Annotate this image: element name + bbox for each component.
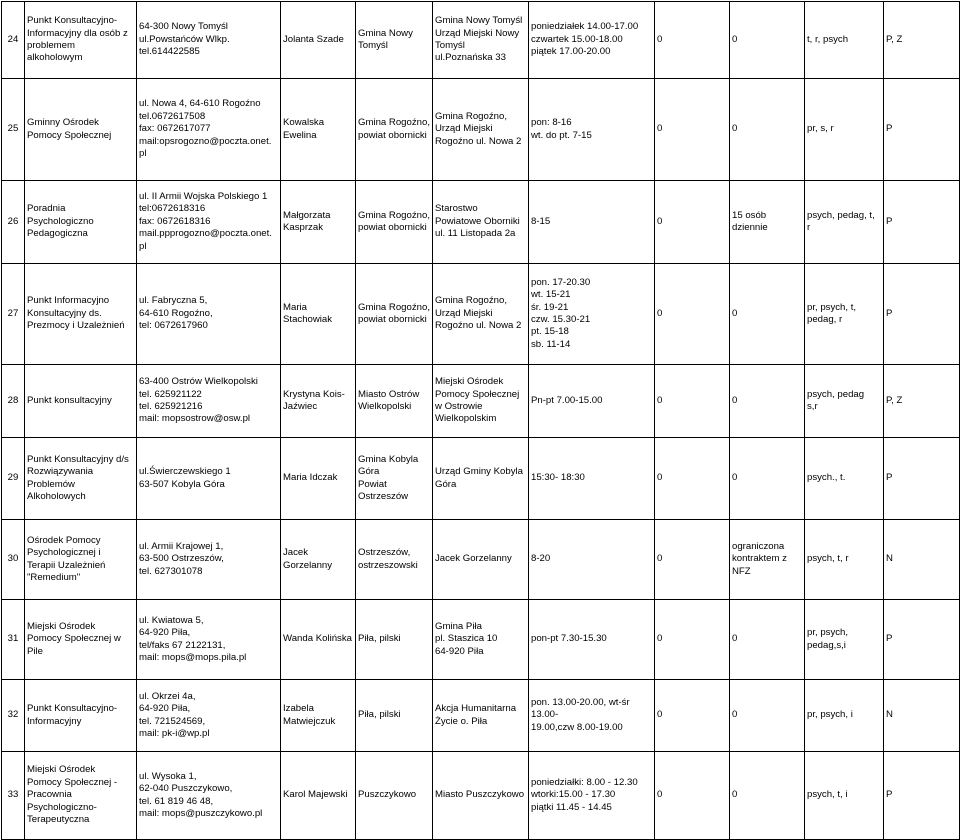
row-number: 32 xyxy=(2,680,25,752)
operating-body: Starostwo Powiatowe Oborniki ul. 11 Listopada 2a xyxy=(433,181,529,264)
value-column-1: 0 xyxy=(655,264,730,365)
address-contact: ul. Fabryczna 5, 64-610 Rogoźno, tel: 0672617960 xyxy=(137,264,281,365)
value-column-2: 0 xyxy=(730,79,805,181)
value-column-1: 0 xyxy=(655,600,730,680)
table-row xyxy=(2,2,960,79)
table-body xyxy=(2,2,960,840)
operating-body: Miejski Ośrodek Pomocy Społecznej w Ostrowie Wielkopolskim xyxy=(433,365,529,438)
institution-name: Punkt Konsultacyjno- Informacyjny xyxy=(25,680,137,752)
table-row xyxy=(2,520,960,600)
contact-person: Kowalska Ewelina xyxy=(281,79,356,181)
value-column-2: 0 xyxy=(730,752,805,840)
opening-hours: poniedziałki: 8.00 - 12.30 wtorki:15.00 - 17.30 piątki 11.45 - 14.45 xyxy=(529,752,655,840)
table-row xyxy=(2,365,960,438)
address-contact: 63-400 Ostrów Wielkopolski tel. 625921122 tel. 625921216 mail: mopsostrow@osw.pl xyxy=(137,365,281,438)
value-column-2: 0 xyxy=(730,680,805,752)
services-offered: psych, t, i xyxy=(805,752,884,840)
value-column-2: 0 xyxy=(730,438,805,520)
institution-name: Punkt Konsultacyjny d/s Rozwiązywania Problemów Alkoholowych xyxy=(25,438,137,520)
contact-person: Maria Idczak xyxy=(281,438,356,520)
founding-body: Gmina Rogoźno, powiat obornicki xyxy=(356,264,433,365)
contact-person: Karol Majewski xyxy=(281,752,356,840)
address-contact: ul. Okrzei 4a, 64-920 Piła, tel. 721524569, mail: pk-i@wp.pl xyxy=(137,680,281,752)
address-contact: ul. Wysoka 1, 62-040 Puszczykowo, tel. 61 819 46 48, mail: mops@puszczykowo.pl xyxy=(137,752,281,840)
value-column-2: 0 xyxy=(730,365,805,438)
table-row xyxy=(2,752,960,840)
institution-name: Miejski Ośrodek Pomocy Społecznej - Pracownia Psychologiczno- Terapeutyczna xyxy=(25,752,137,840)
value-column-2: 0 xyxy=(730,600,805,680)
row-number: 29 xyxy=(2,438,25,520)
institution-name: Miejski Ośrodek Pomocy Społecznej w Pile xyxy=(25,600,137,680)
value-column-1: 0 xyxy=(655,181,730,264)
table-row xyxy=(2,680,960,752)
services-offered: pr, psych, i xyxy=(805,680,884,752)
table-row xyxy=(2,438,960,520)
contact-person: Małgorzata Kasprzak xyxy=(281,181,356,264)
value-column-1: 0 xyxy=(655,2,730,79)
services-offered: psych, pedag, t, r xyxy=(805,181,884,264)
contact-person: Izabela Matwiejczuk xyxy=(281,680,356,752)
category-code: P xyxy=(884,438,960,520)
institution-name: Ośrodek Pomocy Psychologicznej i Terapii Uzależnień "Remedium" xyxy=(25,520,137,600)
category-code: N xyxy=(884,680,960,752)
address-contact: 64-300 Nowy Tomyśl ul.Powstańców Wlkp. tel.614422585 xyxy=(137,2,281,79)
contact-person: Maria Stachowiak xyxy=(281,264,356,365)
operating-body: Gmina Piła pl. Staszica 10 64-920 Piła xyxy=(433,600,529,680)
founding-body: Gmina Kobyla Góra Powiat Ostrzeszów xyxy=(356,438,433,520)
founding-body: Piła, pilski xyxy=(356,600,433,680)
institution-name: Poradnia Psychologiczno Pedagogiczna xyxy=(25,181,137,264)
row-number: 31 xyxy=(2,600,25,680)
operating-body: Gmina Rogoźno, Urząd Miejski Rogoźno ul. Nowa 2 xyxy=(433,264,529,365)
founding-body: Miasto Ostrów Wielkopolski xyxy=(356,365,433,438)
value-column-1: 0 xyxy=(655,79,730,181)
category-code: P, Z xyxy=(884,2,960,79)
opening-hours: 15:30- 18:30 xyxy=(529,438,655,520)
services-offered: t, r, psych xyxy=(805,2,884,79)
row-number: 24 xyxy=(2,2,25,79)
contact-person: Jacek Gorzelanny xyxy=(281,520,356,600)
address-contact: ul.Świerczewskiego 1 63-507 Kobyla Góra xyxy=(137,438,281,520)
category-code: P xyxy=(884,264,960,365)
institution-name: Punkt konsultacyjny xyxy=(25,365,137,438)
row-number: 27 xyxy=(2,264,25,365)
services-offered: psych, pedag s,r xyxy=(805,365,884,438)
opening-hours: Pn-pt 7.00-15.00 xyxy=(529,365,655,438)
table-row xyxy=(2,264,960,365)
row-number: 30 xyxy=(2,520,25,600)
founding-body: Puszczykowo xyxy=(356,752,433,840)
contact-person: Wanda Kolińska xyxy=(281,600,356,680)
services-offered: psych., t. xyxy=(805,438,884,520)
address-contact: ul. Armii Krajowej 1, 63-500 Ostrzeszów, tel. 627301078 xyxy=(137,520,281,600)
institutions-table xyxy=(1,1,960,840)
address-contact: ul. II Armii Wojska Polskiego 1 tel:0672618316 fax: 0672618316 mail.ppprogozno@poczta.onet. pl xyxy=(137,181,281,264)
category-code: P xyxy=(884,181,960,264)
category-code: P, Z xyxy=(884,365,960,438)
category-code: P xyxy=(884,752,960,840)
row-number: 33 xyxy=(2,752,25,840)
services-offered: pr, s, r xyxy=(805,79,884,181)
table-row xyxy=(2,181,960,264)
category-code: P xyxy=(884,79,960,181)
value-column-1: 0 xyxy=(655,752,730,840)
address-contact: ul. Kwiatowa 5, 64-920 Piła, tel/faks 67 2122131, mail: mops@mops.pila.pl xyxy=(137,600,281,680)
services-offered: pr, psych, pedag,s,i xyxy=(805,600,884,680)
value-column-2: 0 xyxy=(730,264,805,365)
opening-hours: 8-15 xyxy=(529,181,655,264)
founding-body: Piła, pilski xyxy=(356,680,433,752)
value-column-1: 0 xyxy=(655,520,730,600)
institution-name: Punkt Konsultacyjno- Informacyjny dla osób z problemem alkoholowym xyxy=(25,2,137,79)
opening-hours: poniedziałek 14.00-17.00 czwartek 15.00-18.00 piątek 17.00-20.00 xyxy=(529,2,655,79)
category-code: P xyxy=(884,600,960,680)
contact-person: Krystyna Kois- Jaźwiec xyxy=(281,365,356,438)
institution-name: Gminny Ośrodek Pomocy Społecznej xyxy=(25,79,137,181)
operating-body: Jacek Gorzelanny xyxy=(433,520,529,600)
opening-hours: pon: 8-16 wt. do pt. 7-15 xyxy=(529,79,655,181)
services-offered: pr, psych, t, pedag, r xyxy=(805,264,884,365)
opening-hours: pon-pt 7.30-15.30 xyxy=(529,600,655,680)
services-offered: psych, t, r xyxy=(805,520,884,600)
row-number: 28 xyxy=(2,365,25,438)
value-column-2: 15 osób dziennie xyxy=(730,181,805,264)
row-number: 25 xyxy=(2,79,25,181)
operating-body: Gmina Rogoźno, Urząd Miejski Rogoźno ul. Nowa 2 xyxy=(433,79,529,181)
value-column-2: ograniczona kontraktem z NFZ xyxy=(730,520,805,600)
address-contact: ul. Nowa 4, 64-610 Rogoźno tel.0672617508 fax: 0672617077 mail:opsrogozno@poczta.onet. pl xyxy=(137,79,281,181)
institution-name: Punkt Informacyjno Konsultacyjny ds. Prezmocy i Uzależnień xyxy=(25,264,137,365)
table-row xyxy=(2,600,960,680)
value-column-1: 0 xyxy=(655,365,730,438)
operating-body: Akcja Humanitarna Życie o. Piła xyxy=(433,680,529,752)
founding-body: Gmina Nowy Tomyśl xyxy=(356,2,433,79)
value-column-1: 0 xyxy=(655,438,730,520)
founding-body: Gmina Rogoźno, powiat obornicki xyxy=(356,181,433,264)
opening-hours: pon. 17-20.30 wt. 15-21 śr. 19-21 czw. 15.30-21 pt. 15-18 sb. 11-14 xyxy=(529,264,655,365)
operating-body: Urząd Gminy Kobyla Góra xyxy=(433,438,529,520)
table-row xyxy=(2,79,960,181)
founding-body: Ostrzeszów, ostrzeszowski xyxy=(356,520,433,600)
row-number: 26 xyxy=(2,181,25,264)
value-column-2: 0 xyxy=(730,2,805,79)
operating-body: Miasto Puszczykowo xyxy=(433,752,529,840)
category-code: N xyxy=(884,520,960,600)
value-column-1: 0 xyxy=(655,680,730,752)
opening-hours: pon. 13.00-20.00, wt-śr 13.00- 19.00,czw 8.00-19.00 xyxy=(529,680,655,752)
founding-body: Gmina Rogoźno, powiat obornicki xyxy=(356,79,433,181)
opening-hours: 8-20 xyxy=(529,520,655,600)
contact-person: Jolanta Szade xyxy=(281,2,356,79)
operating-body: Gmina Nowy Tomyśl Urząd Miejski Nowy Tomyśl ul.Poznańska 33 xyxy=(433,2,529,79)
